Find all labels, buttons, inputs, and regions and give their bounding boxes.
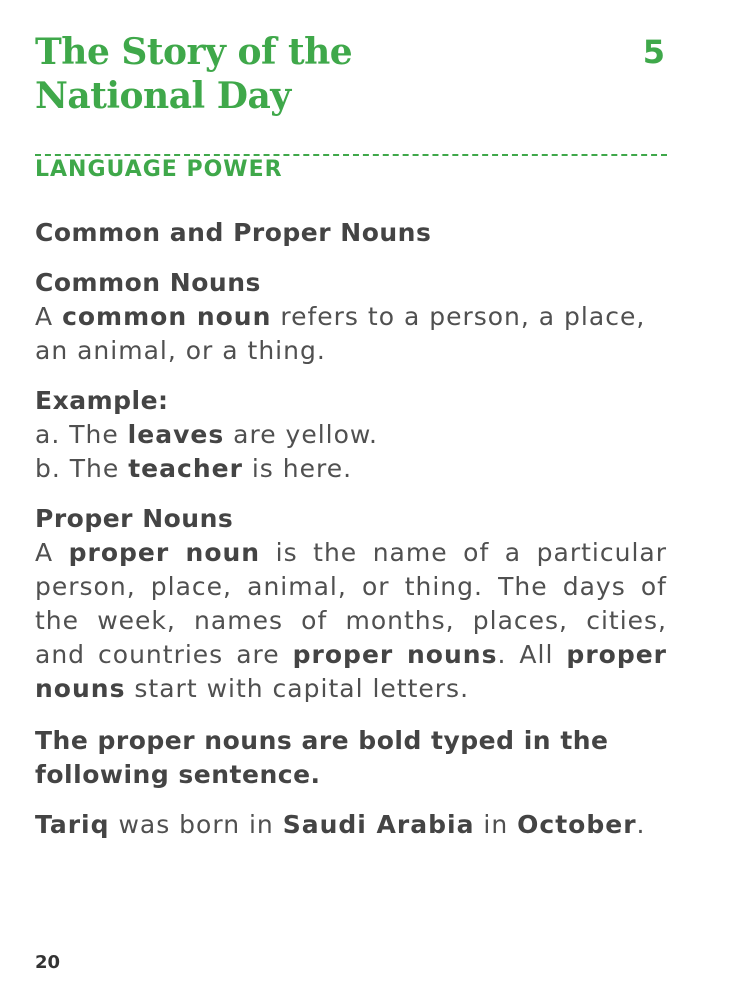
chapter-header bbox=[35, 30, 667, 182]
instruction: The proper nouns are bold typed in the following sentence. bbox=[35, 726, 609, 789]
term-leaves: leaves bbox=[127, 420, 225, 449]
chapter-number: 5 bbox=[642, 33, 665, 71]
definition-text: A bbox=[35, 302, 63, 331]
definition-text: . All bbox=[497, 640, 567, 669]
example-sentence bbox=[35, 808, 667, 842]
common-nouns-section bbox=[35, 266, 667, 368]
proper-noun-saudi-arabia: Saudi Arabia bbox=[282, 810, 475, 839]
sentence-text: was born in bbox=[109, 810, 283, 839]
sentence-text: . bbox=[636, 810, 646, 839]
term-proper-nouns: proper nouns bbox=[35, 640, 668, 703]
chapter-title: The Story of the National Day bbox=[35, 31, 353, 117]
proper-nouns-heading: Proper Nouns bbox=[35, 504, 234, 533]
sentence-text: in bbox=[474, 810, 518, 839]
definition-text: is the name of a particular person, place, animal, or thing. The days of the week, names of months, places, cities, and countries are bbox=[35, 538, 667, 669]
example-a bbox=[35, 418, 667, 452]
common-noun-definition bbox=[35, 300, 667, 368]
main-heading: Common and Proper Nouns bbox=[35, 218, 432, 247]
common-nouns-heading: Common Nouns bbox=[35, 268, 261, 297]
definition-text: start with capital letters. bbox=[125, 674, 470, 703]
example-text: a. The bbox=[35, 420, 128, 449]
example-section bbox=[35, 384, 667, 486]
page-number: 20 bbox=[35, 952, 61, 973]
proper-nouns-section bbox=[35, 502, 667, 706]
example-heading: Example: bbox=[35, 386, 169, 415]
section-label: LANGUAGE POWER bbox=[35, 157, 283, 182]
example-text: b. The bbox=[35, 454, 129, 483]
term-common-noun: common noun bbox=[62, 302, 272, 331]
example-text: is here. bbox=[242, 454, 353, 483]
definition-text: refers to a person, a place, an animal, or a thing. bbox=[35, 302, 646, 365]
proper-noun-tariq: Tariq bbox=[35, 810, 110, 839]
term-teacher: teacher bbox=[128, 454, 243, 483]
proper-noun-october: October bbox=[517, 810, 637, 839]
example-text: are yellow. bbox=[224, 420, 378, 449]
example-b bbox=[35, 452, 667, 486]
term-proper-noun: proper noun bbox=[68, 538, 261, 567]
term-proper-nouns: proper nouns bbox=[292, 640, 498, 669]
definition-text: A bbox=[35, 538, 69, 567]
proper-noun-definition bbox=[35, 536, 667, 706]
